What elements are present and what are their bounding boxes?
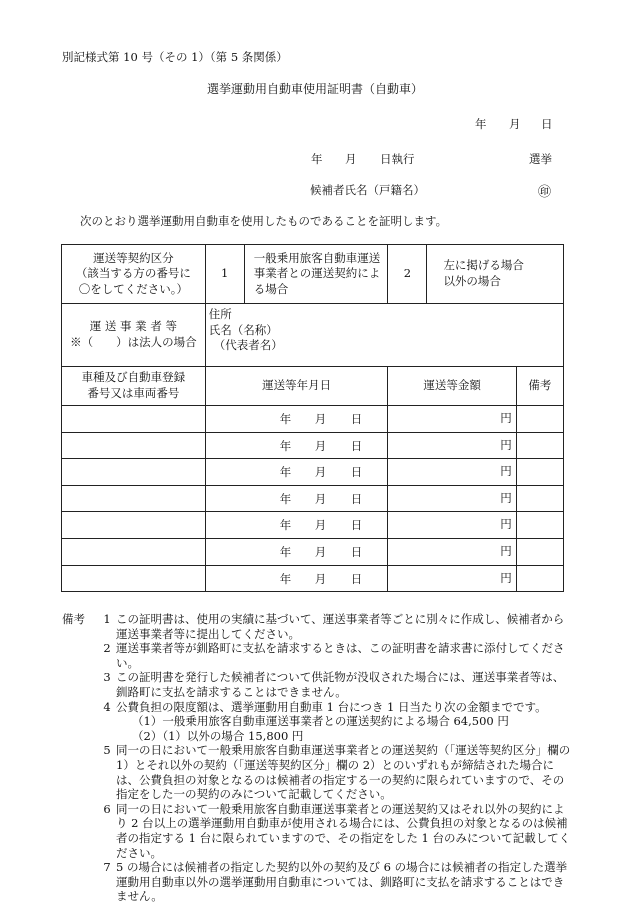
- col-remarks-header: 備考: [516, 367, 563, 406]
- option-1-number[interactable]: 1: [205, 245, 244, 304]
- vehicle-cell[interactable]: [62, 459, 206, 486]
- note-5: 5 同一の日において一般乗用旅客自動車運送事業者との運送契約（「運送等契約区分」欄の 1）とそれ以外の契約（「運送等契約区分」欄の 2）とのいずれもが締結された場合には、公費負担の対象となるのは候補者の指定する一の契約に限られていますので、その指定をした一の契約のみについて記載してください。: [103, 743, 571, 802]
- date-cell[interactable]: 年 月 日: [205, 565, 388, 592]
- remarks-cell[interactable]: [516, 459, 563, 486]
- note-2: 2 運送事業者等が釧路町に支払を請求するときは、この証明書を請求書に添付してください。: [103, 641, 565, 670]
- remarks-cell[interactable]: [516, 406, 563, 433]
- usage-row: [62, 432, 564, 459]
- note-1: 備考 1 この証明書は、使用の実績に基づいて、運送事業者等ごとに別々に作成し、候補者から運送事業者等に提出してください。: [62, 612, 565, 641]
- amount-cell[interactable]: 円: [388, 485, 516, 512]
- usage-certificate-table: [61, 244, 564, 592]
- carrier-name-label: 氏名（名称）: [208, 322, 278, 337]
- column-header-row: [62, 367, 564, 406]
- date-month: 月: [509, 117, 521, 131]
- candidate-name-label: 候補者氏名（戸籍名）: [310, 183, 425, 197]
- vehicle-cell[interactable]: [62, 406, 206, 433]
- note-3: 3 この証明書を発行した候補者について供託物が没収された場合には、運送事業者等は、釧路町に支払を請求することはできません。: [103, 670, 565, 699]
- vehicle-cell[interactable]: [62, 538, 206, 565]
- usage-row: [62, 565, 564, 592]
- election-day: 日執行: [380, 152, 415, 166]
- notes-section: [62, 612, 572, 904]
- usage-row: [62, 512, 564, 539]
- election-suffix: 選挙: [529, 152, 552, 166]
- intro-statement: 次のとおり選挙運動用自動車を使用したものであることを証明します。: [80, 214, 448, 228]
- note-4-limit-2: （2）（1）以外の場合 15,800 円: [132, 728, 304, 743]
- usage-row: [62, 485, 564, 512]
- col-vehicle-header: 車種及び自動車登録 番号又は車両番号: [62, 367, 206, 406]
- col-amount-header: 運送等金額: [388, 367, 516, 406]
- note-6: 6 同一の日において一般乗用旅客自動車運送事業者との運送契約又はそれ以外の契約により 2 台以上の選挙運動用自動車が使用される場合には、公費負担の対象となるのは候補者の指定する 1 台に限られていますので、その指定をした 1 台のみについて記載してください。: [103, 801, 571, 860]
- date-year: 年: [475, 117, 487, 131]
- seal-mark: ㊞: [538, 185, 552, 200]
- amount-cell[interactable]: 円: [388, 512, 516, 539]
- col-date-header: 運送等年月日: [205, 367, 388, 406]
- notes-label: 備考: [62, 612, 85, 626]
- vehicle-cell[interactable]: [62, 432, 206, 459]
- amount-cell[interactable]: 円: [388, 432, 516, 459]
- usage-row: [62, 406, 564, 433]
- carrier-label: 運 送 事 業 者 等 ※（ ）は法人の場合: [62, 304, 206, 367]
- note-7: 7 5 の場合には候補者の指定した契約以外の契約及び 6 の場合には候補者の指定した選挙運動用自動車以外の選挙運動用自動車については、釧路町に支払を請求することはできません。: [103, 860, 568, 904]
- carrier-address-label: 住所: [208, 307, 232, 321]
- usage-row: [62, 459, 564, 486]
- amount-cell[interactable]: 円: [388, 459, 516, 486]
- date-cell[interactable]: 年 月 日: [205, 432, 388, 459]
- amount-cell[interactable]: 円: [388, 565, 516, 592]
- note-4: 4 公費負担の限度額は、選挙運動用自動車 1 台につき 1 日当たり次の金額までです。: [103, 699, 547, 714]
- option-1-text: 一般乗用旅客自動車運送 事業者との運送契約によ る場合: [244, 245, 388, 304]
- remarks-cell[interactable]: [516, 512, 563, 539]
- date-day: 日: [541, 117, 553, 131]
- form-reference: 別記様式第 10 号（その 1）（第 5 条関係）: [62, 50, 288, 64]
- document-title: 選挙運動用自動車使用証明書（自動車）: [206, 82, 423, 96]
- remarks-cell[interactable]: [516, 565, 563, 592]
- contract-type-label: 運送等契約区分 （該当する方の番号に 〇をしてください。）: [62, 245, 206, 304]
- date-cell[interactable]: 年 月 日: [205, 538, 388, 565]
- remarks-cell[interactable]: [516, 538, 563, 565]
- election-year: 年: [311, 152, 323, 166]
- date-cell[interactable]: 年 月 日: [205, 512, 388, 539]
- vehicle-cell[interactable]: [62, 512, 206, 539]
- note-4-limit-1: （1）一般乗用旅客自動車運送事業者との運送契約による場合 64,500 円: [132, 714, 509, 729]
- option-2-number[interactable]: 2: [388, 245, 427, 304]
- contract-type-row: [62, 245, 564, 304]
- remarks-cell[interactable]: [516, 485, 563, 512]
- usage-row: [62, 538, 564, 565]
- carrier-fields[interactable]: [205, 304, 563, 367]
- amount-cell[interactable]: 円: [388, 538, 516, 565]
- amount-cell[interactable]: 円: [388, 406, 516, 433]
- carrier-representative-label: （代表者名）: [213, 338, 283, 353]
- remarks-cell[interactable]: [516, 432, 563, 459]
- date-cell[interactable]: 年 月 日: [205, 459, 388, 486]
- election-month: 月: [345, 152, 357, 166]
- option-2-text: 左に掲げる場合 以外の場合: [427, 245, 564, 304]
- date-cell[interactable]: 年 月 日: [205, 485, 388, 512]
- vehicle-cell[interactable]: [62, 485, 206, 512]
- date-cell[interactable]: 年 月 日: [205, 406, 388, 433]
- carrier-row: [62, 304, 564, 367]
- vehicle-cell[interactable]: [62, 565, 206, 592]
